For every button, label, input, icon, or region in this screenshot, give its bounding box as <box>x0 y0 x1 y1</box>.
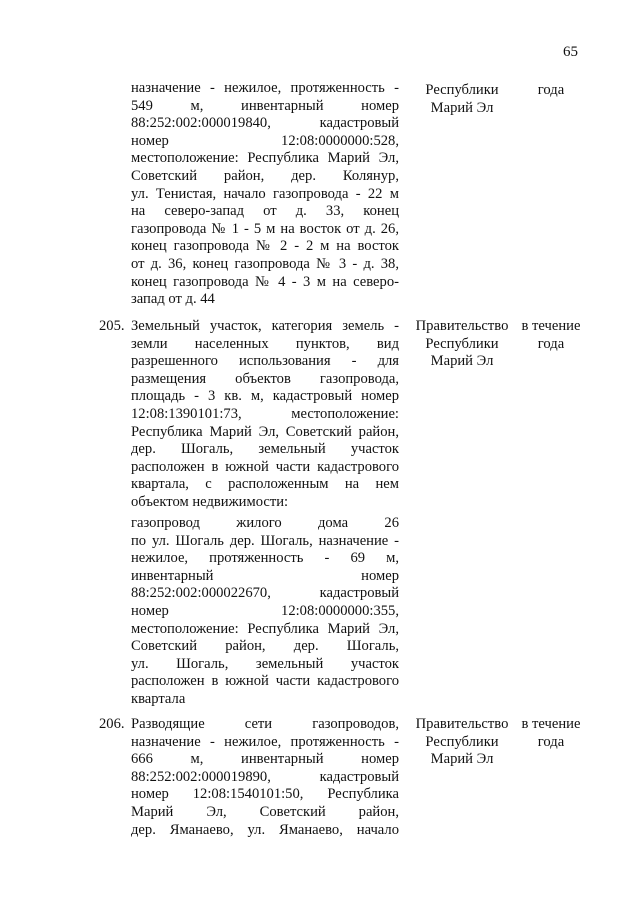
org-line: Марий Эл <box>430 99 494 116</box>
text-line: квартала <box>131 690 186 707</box>
entry-description <box>131 716 399 839</box>
text-line: номер 12:08:0000000:528, <box>131 132 399 149</box>
entry-organization <box>410 716 514 769</box>
text-line: назначение - нежилое, протяженность - <box>131 733 399 750</box>
text-line: расположен в южной части кадастрового <box>131 673 399 690</box>
term-line: в течение <box>521 716 581 732</box>
text-line: газопровод жилого дома 26 <box>131 515 399 531</box>
text-line: Республика Марий Эл, Советский район, <box>131 423 399 440</box>
term-line: в течение <box>521 318 581 334</box>
text-line: 88:252:002:000019890, кадастровый <box>131 768 399 785</box>
page-number: 65 <box>563 44 578 60</box>
text-line: местоположение: Республика Марий Эл, <box>131 620 399 637</box>
text-line: номер 12:08:1540101:50, Республика <box>131 786 399 803</box>
text-line: нежилое, протяженность - 69 м, <box>131 550 399 567</box>
org-line: Правительство <box>415 716 509 732</box>
org-line: Республики <box>425 335 499 352</box>
text-line: дер. Шогаль, земельный участок <box>131 441 399 458</box>
text-line: местоположение: Республика Марий Эл, <box>131 150 399 167</box>
org-line: Республики <box>425 82 499 98</box>
text-line: инвентарный номер <box>131 567 399 584</box>
text-line: Земельный участок, категория земель - <box>131 318 399 334</box>
text-line: 88:252:002:000019840, кадастровый <box>131 115 399 132</box>
continuation-description <box>131 80 399 309</box>
text-line: по ул. Шогаль дер. Шогаль, назначение - <box>131 532 399 549</box>
text-line: дер. Яманаево, ул. Яманаево, начало <box>131 821 399 838</box>
continuation-organization <box>410 82 514 117</box>
entry-number: 205. <box>99 318 125 334</box>
org-line: Республики <box>425 733 499 750</box>
text-line: земли населенных пунктов, вид <box>131 335 399 352</box>
entry-number: 206. <box>99 716 125 732</box>
entry-term <box>518 318 584 353</box>
text-line: квартала, с расположенным на нем <box>131 476 399 493</box>
text-line: разрешенного использования - для <box>131 353 399 370</box>
text-line: назначение - нежилое, протяженность - <box>131 80 399 96</box>
entry-term <box>518 716 584 751</box>
text-line: конец газопровода № 2 - 2 м на восток <box>131 238 399 255</box>
text-line: номер 12:08:0000000:355, <box>131 602 399 619</box>
text-line: Советский район, дер. Шогаль, <box>131 638 399 655</box>
org-line: Марий Эл <box>430 353 494 370</box>
entry-description <box>131 318 399 512</box>
text-line: Разводящие сети газопроводов, <box>131 716 399 732</box>
text-line: размещения объектов газопровода, <box>131 370 399 387</box>
text-line: расположен в южной части кадастрового <box>131 458 399 475</box>
text-line: ул. Тенистая, начало газопровода - 22 м <box>131 185 399 202</box>
text-line: конец газопровода № 4 - 3 м на северо- <box>131 273 399 290</box>
term-line: года <box>537 733 565 750</box>
text-line: от д. 36, конец газопровода № 3 - д. 38, <box>131 255 399 272</box>
text-line: газопровода № 1 - 5 м на восток от д. 26, <box>131 220 399 237</box>
text-line: на северо-запад от д. 33, конец <box>131 203 399 220</box>
text-line: ул. Шогаль, земельный участок <box>131 655 399 672</box>
text-line: объектом недвижимости: <box>131 493 289 510</box>
entry-organization <box>410 318 514 371</box>
text-line: 88:252:002:000022670, кадастровый <box>131 585 399 602</box>
org-line: Правительство <box>415 318 509 334</box>
text-line: площадь - 3 кв. м, кадастровый номер <box>131 388 399 405</box>
text-line: Советский район, дер. Колянур, <box>131 167 399 184</box>
org-line: Марий Эл <box>430 751 494 768</box>
entry-object-description <box>131 515 399 709</box>
text-line: запад от д. 44 <box>131 291 215 308</box>
text-line: 549 м, инвентарный номер <box>131 97 399 114</box>
term-line: года <box>537 82 565 98</box>
text-line: Марий Эл, Советский район, <box>131 803 399 820</box>
text-line: 12:08:1390101:73, местоположение: <box>131 405 399 422</box>
continuation-term <box>518 82 584 100</box>
text-line: 666 м, инвентарный номер <box>131 751 399 768</box>
term-line: года <box>537 335 565 352</box>
